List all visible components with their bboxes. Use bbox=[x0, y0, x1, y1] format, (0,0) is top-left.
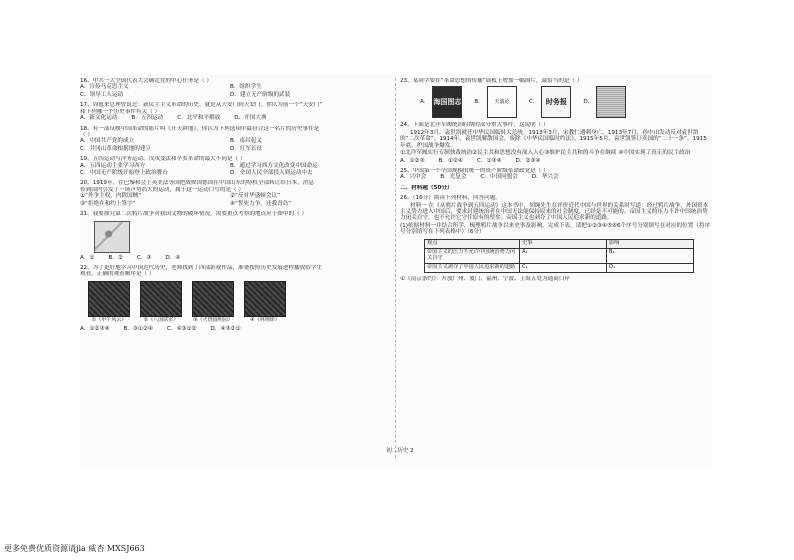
film-poster bbox=[88, 281, 130, 324]
film-caption: ③《火烧圆明园》 bbox=[193, 316, 233, 323]
options bbox=[80, 193, 392, 207]
film-caption: ②《八国联军》 bbox=[143, 316, 179, 323]
option-b: B．①②④ bbox=[438, 157, 463, 164]
table-cell[interactable]: B₁ bbox=[607, 248, 694, 263]
option-a: A．中国共产党的成立 bbox=[80, 138, 135, 145]
option-b: B．通过学习西方文化改变中国命运 bbox=[230, 162, 318, 169]
table-row bbox=[425, 248, 694, 263]
question-stem: 24、下面是北洋军阀统治时期的部分重大事件，这说明（ ） bbox=[400, 122, 549, 129]
section-heading: 二、材料题（50分） bbox=[400, 184, 453, 191]
film-caption: ①《甲午风云》 bbox=[91, 316, 127, 323]
answer-table bbox=[424, 239, 694, 273]
question-21 bbox=[80, 211, 392, 261]
option-letter: B． bbox=[474, 99, 484, 106]
material-text: 1912年3月，袁世凯就任中华民国临时大总统。1913年3月，宋教仁遇刺身亡。1913年7月，孙中山发动反对袁世凯的“二次革命”。1914年，袁世凯解散国会，废除《中华民国临时约法》。1915年5月，袁世凯签订卖国的“二十一条”。1915年底，护国战争爆发。 bbox=[400, 129, 707, 149]
question-17 bbox=[80, 102, 392, 121]
question-18 bbox=[80, 126, 392, 153]
film-poster bbox=[140, 281, 182, 324]
option-letter: C． bbox=[528, 99, 539, 106]
page-footer: 初二历史 2 bbox=[386, 448, 414, 454]
option-a: A．兴中会 bbox=[400, 174, 427, 181]
slogan-2: ②“反对华盛顿会议” bbox=[230, 193, 280, 200]
option-d: D．②③④ bbox=[515, 157, 541, 164]
table-cell: 帝国主义的压力不允许中国统治势力闭关自守 bbox=[425, 248, 520, 263]
options bbox=[400, 174, 712, 180]
table-header: 观点 bbox=[425, 239, 520, 248]
option-c: C．北平和平解放 bbox=[177, 115, 221, 122]
poster-image bbox=[244, 281, 286, 317]
table-cell[interactable]: A₁ bbox=[520, 248, 607, 263]
option-d: D．④ bbox=[165, 254, 181, 261]
option-d: D．华兴会 bbox=[531, 174, 559, 181]
slogan-4: ④“誓死力争，还我青岛” bbox=[230, 200, 292, 207]
question-stem-cont: 观看，正确的观看顺序是（ ） bbox=[80, 271, 155, 278]
map-figure bbox=[94, 221, 130, 253]
option-c: C．井冈山革命根据地的建立 bbox=[80, 145, 152, 152]
options bbox=[400, 158, 712, 164]
question-25 bbox=[400, 168, 712, 181]
picture-option-c bbox=[529, 86, 572, 118]
picture-options bbox=[420, 86, 712, 118]
options bbox=[80, 115, 392, 121]
option-c: C．①③④ bbox=[476, 157, 502, 164]
option-b: B．组织学生 bbox=[230, 84, 262, 91]
table-header: 史事 bbox=[520, 239, 607, 248]
table-row bbox=[425, 263, 694, 272]
question-stem: 26、（16分）阅读下列材料，回答问题。 bbox=[400, 195, 501, 202]
question-20 bbox=[80, 180, 392, 207]
options bbox=[80, 138, 392, 152]
question-stem-cont: （ ） bbox=[80, 131, 93, 138]
question-stem-cont: 和下列哪一个历史事件有关（ ） bbox=[80, 108, 161, 115]
picture-option-a bbox=[420, 86, 462, 118]
option-a: A．①②③④ bbox=[80, 325, 110, 332]
option-b: B．光复会 bbox=[440, 174, 467, 181]
option-letter: A． bbox=[420, 99, 430, 106]
table-header-row bbox=[425, 239, 694, 248]
option-a: A．新文化运动 bbox=[80, 115, 118, 122]
option-a: A．① bbox=[80, 254, 95, 261]
book-cover-image: 海国图志 bbox=[432, 86, 462, 118]
option-a: A．宣传马克思主义 bbox=[80, 84, 129, 91]
question-stem: 20、1919年，在巴黎和会上英美法等国把战败国德国在中国山东的特权全部转让给日本，消息 bbox=[80, 180, 314, 187]
book-cover-image: 天演论 bbox=[487, 86, 517, 118]
statement-list: ①北洋军阀实行专制独裁统治②民主共和思想没有深入人心③维护民主共和的斗争在继续 ④中国实现了真正的民主政治 bbox=[400, 150, 691, 157]
poster-image bbox=[88, 281, 130, 317]
option-a: A．五四运动主张学习西方 bbox=[80, 162, 146, 169]
document-image bbox=[596, 86, 626, 118]
right-column bbox=[400, 74, 712, 282]
option-b: B．③①②④ bbox=[123, 325, 153, 332]
poster-image bbox=[192, 281, 234, 317]
poster-image bbox=[140, 281, 182, 317]
question-stem: 21、我要探究第二次鸦片战争对我国文物的破坏情况，需要重点考察的地点应于图中的（ ） bbox=[80, 211, 308, 218]
question-16 bbox=[80, 78, 392, 98]
question-19 bbox=[80, 156, 392, 176]
options bbox=[80, 326, 392, 332]
material-text: 材料一 在《从鸦片战争到五四运动》这本书中，胡绳先生在评价近代中国与世界的关系时写道：经过鸦片战争，外国资本主义势力进入中国后，要求封建统治者在中国无法能保持原来的社会制度，已经是不可能的。帝国主义的压力不许中国统治势力闭关自守，也不允许它守住原有的壁垒。帝国主义也剥夺了中国人民追求新的道路。 bbox=[400, 202, 709, 222]
option-b: B．② bbox=[108, 254, 123, 261]
option-d: D．全国人民全部投入到运动中去 bbox=[230, 170, 313, 177]
film-caption: ④《林则徐》 bbox=[250, 316, 280, 323]
option-c: C．中国同盟会 bbox=[480, 174, 518, 181]
table-cell: 帝国主义剥夺了中国人民追求新的道路 bbox=[425, 263, 520, 272]
option-b: B．五四运动 bbox=[131, 115, 164, 122]
question-24 bbox=[400, 122, 712, 164]
left-column bbox=[80, 74, 392, 332]
table-cell[interactable]: C₁ bbox=[520, 263, 607, 272]
task-text: (1)依据材料一并结合所学，梳理鸦片战争以来史事及影响，完成下表。请把①②③④⑤⑥6个序号分别填写在对应的位置（将序号分别填写在下列表格中）（6分） bbox=[400, 222, 711, 236]
question-23 bbox=[400, 78, 712, 118]
exam-page bbox=[80, 74, 712, 466]
option-c: C．中国无产阶级开始登上政治舞台 bbox=[80, 170, 168, 177]
option-d: D．开国大典 bbox=[234, 115, 267, 122]
question-stem: 22、为了更好地学习中国近代历史，老师找到了四部影视作品，准备按照历史发展进程播放给学生 bbox=[80, 265, 323, 272]
option-c: C．④③①② bbox=[166, 325, 197, 332]
question-stem-cont: 传到国内引发了一场声势浩大的运动，属于这一运动口号的是（ ） bbox=[80, 186, 244, 193]
film-poster bbox=[244, 281, 286, 324]
option-c: C．③ bbox=[136, 254, 152, 261]
option-b: B．南昌起义 bbox=[230, 138, 262, 145]
question-22 bbox=[80, 265, 392, 332]
question-stem: 23、某同学要在“革命思想的传播”展板上增加一幅图片，最恰当的是（ ） bbox=[400, 78, 583, 84]
table-cell[interactable]: D₁ bbox=[607, 263, 694, 272]
options bbox=[80, 255, 392, 261]
picture-option-d bbox=[583, 86, 626, 118]
column-divider bbox=[395, 78, 396, 458]
picture-option-b bbox=[474, 86, 516, 118]
question-stem: 16、中共一大全国代表大会确定党的中心任务是（ ） bbox=[80, 78, 212, 84]
film-poster bbox=[192, 281, 234, 324]
option-d: D．红军长征 bbox=[230, 145, 263, 152]
slogan-3: ③“拒绝在和约上签字” bbox=[80, 200, 136, 207]
question-stem: 17、周恩来总理曾说过：新民主主义革命的历史，就是从天安门到天安门。你认为前一个“天安门” bbox=[80, 102, 323, 109]
options bbox=[80, 163, 392, 177]
question-stem: 19、五四运动与洋务运动、戊戌变法和辛亥革命的最大不同是（ ） bbox=[80, 156, 246, 163]
question-stem: 25、中国第一个全国规模的统一的资产阶级革命政党是（ ） bbox=[400, 167, 549, 174]
watermark-text: 更多免费优质资源请jia 威杏 MXSJ663 bbox=[4, 544, 145, 553]
table-header: 影响 bbox=[607, 239, 694, 248]
question-26 bbox=[400, 195, 712, 282]
option-letter: D． bbox=[583, 99, 594, 106]
newspaper-image: 时务报 bbox=[541, 86, 571, 118]
question-stem: 18、有一部反映中国革命的影片叫《开天辟地》，你认为下列选项中最符合这一名片的历史事件是 bbox=[80, 125, 320, 132]
options bbox=[80, 84, 392, 98]
option-a: A．①②③ bbox=[400, 157, 425, 164]
option-c: C．领导工人运动 bbox=[80, 91, 124, 98]
option-d: D．建立无产阶级的武装 bbox=[230, 91, 291, 98]
note-text: ①《南京条约》：开放广州、厦门、福州、宁波、上海五处为通商口岸 bbox=[400, 275, 571, 282]
film-posters bbox=[88, 281, 392, 324]
slogan-1: ①“外争主权，内除国贼” bbox=[80, 193, 142, 200]
option-d: D．④③②① bbox=[210, 325, 241, 332]
